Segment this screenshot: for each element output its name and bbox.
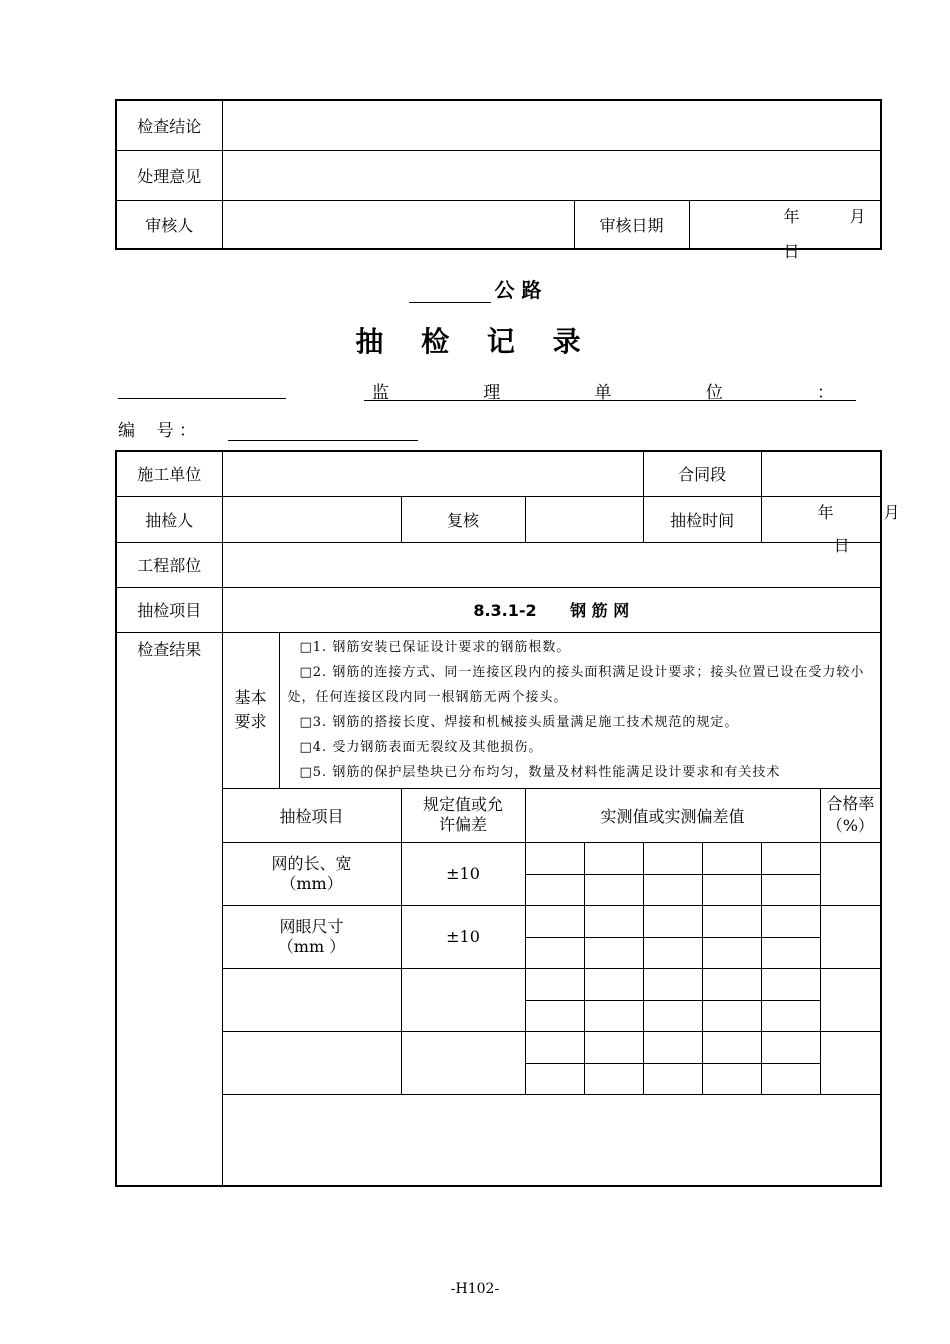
measured-cell[interactable] bbox=[761, 1031, 820, 1063]
inspect-item-label: 抽检项目 bbox=[116, 587, 222, 632]
inspector-field[interactable] bbox=[222, 496, 401, 542]
row-spec[interactable] bbox=[401, 1031, 525, 1094]
supervisor-char: ： bbox=[817, 383, 834, 403]
requirement-item: □4. 受力钢筋表面无裂纹及其他损伤。 bbox=[299, 739, 543, 755]
pass-rate-cell[interactable] bbox=[820, 905, 881, 968]
pass-rate-cell[interactable] bbox=[820, 842, 881, 905]
contract-section-field[interactable] bbox=[761, 451, 881, 496]
reviewer-label: 审核人 bbox=[116, 200, 222, 249]
row-item[interactable] bbox=[222, 968, 401, 1031]
measured-cell[interactable] bbox=[584, 1000, 643, 1031]
supervisor-char: 理 bbox=[483, 383, 501, 403]
requirement-item: □1. 钢筋安装已保证设计要求的钢筋根数。 bbox=[299, 639, 571, 655]
measured-cell[interactable] bbox=[525, 1063, 584, 1094]
measured-cell[interactable] bbox=[525, 968, 584, 1000]
measured-cell[interactable] bbox=[761, 937, 820, 968]
row-spec: ±10 bbox=[401, 842, 525, 905]
date-month: 月 bbox=[849, 206, 866, 226]
measured-cell[interactable] bbox=[584, 1031, 643, 1063]
supervisor-unit-row bbox=[364, 378, 856, 401]
supervisor-char: 位 bbox=[705, 383, 723, 403]
review-date-field[interactable] bbox=[689, 200, 881, 261]
inspect-time-label: 抽检时间 bbox=[643, 496, 761, 542]
inspection-table bbox=[115, 450, 900, 1187]
date-day: 日 bbox=[833, 535, 850, 555]
number-row bbox=[118, 416, 418, 441]
measured-cell[interactable] bbox=[525, 842, 584, 874]
measured-cell[interactable] bbox=[643, 1063, 702, 1094]
reviewer-field[interactable] bbox=[222, 200, 574, 249]
measured-cell[interactable] bbox=[584, 842, 643, 874]
measured-cell[interactable] bbox=[643, 874, 702, 905]
pass-rate-cell[interactable] bbox=[820, 968, 881, 1031]
measured-cell[interactable] bbox=[702, 937, 761, 968]
remarks-field[interactable] bbox=[222, 1094, 881, 1186]
inspect-time-field[interactable] bbox=[761, 496, 900, 555]
recheck-field[interactable] bbox=[525, 496, 643, 542]
measured-cell[interactable] bbox=[761, 968, 820, 1000]
measured-cell[interactable] bbox=[702, 968, 761, 1000]
recheck-label: 复核 bbox=[401, 496, 525, 542]
measured-cell[interactable] bbox=[643, 842, 702, 874]
measured-cell[interactable] bbox=[761, 905, 820, 937]
measured-cell[interactable] bbox=[761, 874, 820, 905]
supervisor-char: 单 bbox=[594, 383, 612, 403]
requirements-list bbox=[279, 632, 881, 788]
measured-cell[interactable] bbox=[702, 1000, 761, 1031]
measured-cell[interactable] bbox=[702, 1063, 761, 1094]
inspector-label: 抽检人 bbox=[116, 496, 222, 542]
col-pass-header: 合格率（%） bbox=[820, 788, 881, 842]
date-day: 日 bbox=[783, 241, 800, 261]
requirement-item: □2. 钢筋的连接方式、同一连接区段内的接头面积满足设计要求；接头位置已设在受力较小处，任何连接区段内同一根钢筋无两个接头。 bbox=[287, 664, 865, 705]
construction-unit-field[interactable] bbox=[222, 451, 643, 496]
measured-cell[interactable] bbox=[761, 842, 820, 874]
project-part-label: 工程部位 bbox=[116, 542, 222, 587]
construction-unit-label: 施工单位 bbox=[116, 451, 222, 496]
measured-cell[interactable] bbox=[761, 1000, 820, 1031]
col-item-header: 抽检项目 bbox=[222, 788, 401, 842]
number-label: 编 号 ： bbox=[118, 421, 197, 441]
review-date-label: 审核日期 bbox=[574, 200, 689, 249]
number-blank[interactable] bbox=[228, 420, 418, 441]
col-spec-header: 规定值或允许偏差 bbox=[401, 788, 525, 842]
review-table bbox=[115, 99, 882, 261]
measured-cell[interactable] bbox=[643, 1000, 702, 1031]
measured-cell[interactable] bbox=[761, 1063, 820, 1094]
measured-cell[interactable] bbox=[702, 842, 761, 874]
road-heading bbox=[0, 274, 950, 303]
pass-rate-cell[interactable] bbox=[820, 1031, 881, 1094]
page-title: 抽 检 记 录 bbox=[355, 325, 595, 358]
measured-cell[interactable] bbox=[702, 874, 761, 905]
measured-cell[interactable] bbox=[702, 905, 761, 937]
row-item[interactable] bbox=[222, 1031, 401, 1094]
measured-cell[interactable] bbox=[702, 1031, 761, 1063]
opinion-label: 处理意见 bbox=[116, 150, 222, 200]
measured-cell[interactable] bbox=[584, 874, 643, 905]
measured-cell[interactable] bbox=[525, 937, 584, 968]
requirement-item: □3. 钢筋的搭接长度、焊接和机械接头质量满足施工技术规范的规定。 bbox=[299, 714, 739, 730]
road-suffix: 公 路 bbox=[494, 278, 542, 302]
row-item: 网眼尺寸（mm ） bbox=[222, 905, 401, 968]
measured-cell[interactable] bbox=[525, 874, 584, 905]
measured-cell[interactable] bbox=[643, 905, 702, 937]
contract-section-label: 合同段 bbox=[643, 451, 761, 496]
row-spec: ±10 bbox=[401, 905, 525, 968]
measured-cell[interactable] bbox=[643, 1031, 702, 1063]
project-part-field[interactable] bbox=[222, 542, 881, 587]
measured-cell[interactable] bbox=[584, 937, 643, 968]
inspect-item-value: 8.3.1-2 钢 筋 网 bbox=[222, 587, 881, 632]
measured-cell[interactable] bbox=[525, 905, 584, 937]
conclusion-field[interactable] bbox=[222, 100, 881, 150]
measured-cell[interactable] bbox=[584, 968, 643, 1000]
measured-cell[interactable] bbox=[525, 1031, 584, 1063]
date-month: 月 bbox=[883, 502, 900, 522]
result-label: 检查结果 bbox=[116, 632, 222, 1186]
row-item: 网的长、宽（mm） bbox=[222, 842, 401, 905]
opinion-field[interactable] bbox=[222, 150, 881, 200]
conclusion-label: 检查结论 bbox=[116, 100, 222, 150]
date-year: 年 bbox=[817, 502, 834, 522]
col-measured-header: 实测值或实测偏差值 bbox=[525, 788, 820, 842]
measured-cell[interactable] bbox=[525, 1000, 584, 1031]
row-spec[interactable] bbox=[401, 968, 525, 1031]
measured-cell[interactable] bbox=[643, 937, 702, 968]
measured-cell[interactable] bbox=[584, 905, 643, 937]
measured-cell[interactable] bbox=[643, 968, 702, 1000]
requirement-item: □5. 钢筋的保护层垫块已分布均匀，数量及材料性能满足设计要求和有关技术 bbox=[299, 764, 781, 780]
supervisor-blank-line[interactable] bbox=[118, 398, 286, 399]
road-name-blank[interactable] bbox=[409, 280, 491, 303]
supervisor-char: 监 bbox=[372, 383, 389, 403]
page-number: -H102- bbox=[450, 1281, 500, 1297]
measured-cell[interactable] bbox=[584, 1063, 643, 1094]
date-year: 年 bbox=[783, 206, 800, 226]
basic-req-label: 基本要求 bbox=[222, 632, 279, 788]
